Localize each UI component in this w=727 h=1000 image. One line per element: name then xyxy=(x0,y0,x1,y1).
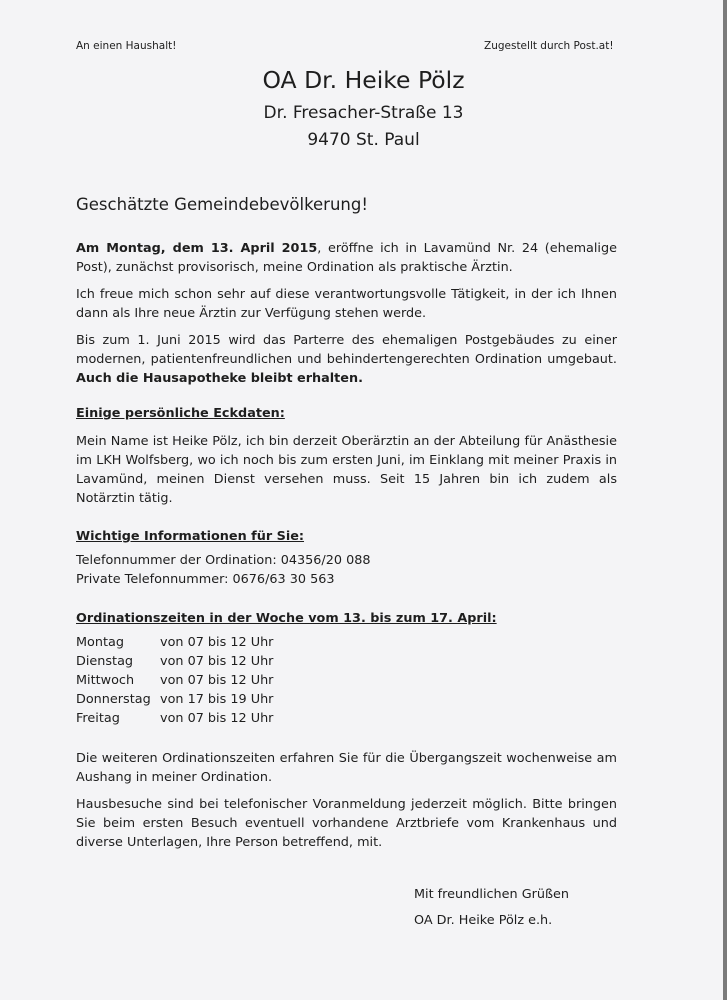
closing-greeting: Mit freundlichen Grüßen xyxy=(414,887,570,902)
hours-row xyxy=(76,709,617,728)
paragraph-further-hours: Die weiteren Ordinationszeiten erfahren Sie für die Übergangszeit wochenweise am Aushang in meiner Ordination. xyxy=(76,751,617,785)
office-phone: Telefonnummer der Ordination: 04356/20 088 xyxy=(76,553,371,568)
scan-edge xyxy=(723,0,727,1000)
renovation-text: Bis zum 1. Juni 2015 wird das Parterre des ehemaligen Postgebäudes zu einer modernen, patientenfreundlichen und behindertengerechten Ordination umgebaut. xyxy=(76,333,617,367)
opening-rest: , eröffne ich in Lavamünd Nr. 24 (ehemalige Post), zunächst provisorisch, meine Ordination als praktische Ärztin. xyxy=(76,241,617,275)
opening-date-bold: Am Montag, dem 13. April 2015 xyxy=(76,241,318,256)
personal-text: Mein Name ist Heike Pölz, ich bin derzeit Oberärztin an der Abteilung für Anästhesie im LKH Wolfsberg, wo ich noch bis zum ersten Juni, im Einklang mit meiner Praxis in Lavamünd, meinen Dienst versehen muss. Seit 15 Jahren bin ich zudem als Notärztin tätig. xyxy=(76,434,617,506)
phone-block xyxy=(76,551,617,589)
info-heading: Wichtige Informationen für Sie: xyxy=(76,529,305,544)
hours-row xyxy=(76,652,617,671)
paragraph-renovation xyxy=(76,331,617,388)
paragraph-opening xyxy=(76,239,617,277)
hours-row xyxy=(76,690,617,709)
hours-time: von 07 bis 12 Uhr xyxy=(160,673,274,688)
doctor-name: OA Dr. Heike Pölz xyxy=(262,66,465,94)
paragraph-looking-forward: Ich freue mich schon sehr auf diese verantwortungsvolle Tätigkeit, in der ich Ihnen dann als Ihre neue Ärztin zur Verfügung stehen werde. xyxy=(76,287,617,321)
signature: OA Dr. Heike Pölz e.h. xyxy=(414,913,553,928)
private-phone: Private Telefonnummer: 0676/63 30 563 xyxy=(76,572,335,587)
hours-day: Montag xyxy=(76,635,124,650)
hours-day: Dienstag xyxy=(76,654,134,669)
hours-day: Mittwoch xyxy=(76,673,135,688)
top-left-note: An einen Haushalt! xyxy=(76,40,177,52)
personal-heading: Einige persönliche Eckdaten: xyxy=(76,406,285,421)
pharmacy-note: Auch die Hausapotheke bleibt erhalten. xyxy=(76,371,363,386)
hours-day: Freitag xyxy=(76,711,120,726)
hours-time: von 07 bis 12 Uhr xyxy=(160,654,274,669)
hours-row xyxy=(76,671,617,690)
top-right-note: Zugestellt durch Post.at! xyxy=(484,40,614,52)
hours-heading: Ordinationszeiten in der Woche vom 13. bis zum 17. April: xyxy=(76,611,497,626)
hours-day: Donnerstag xyxy=(76,692,151,707)
hours-time: von 07 bis 12 Uhr xyxy=(160,635,274,650)
hours-time: von 07 bis 12 Uhr xyxy=(160,711,274,726)
hours-table xyxy=(76,633,617,728)
greeting: Geschätzte Gemeindebevölkerung! xyxy=(76,195,368,214)
paragraph-house-visits: Hausbesuche sind bei telefonischer Voranmeldung jederzeit möglich. Bitte bringen Sie beim ersten Besuch eventuell vorhandene Arztbriefe vom Krankenhaus und diverse Unterlagen, Ihre Person betreffend, mit. xyxy=(76,797,617,850)
doctor-street: Dr. Fresacher-Straße 13 xyxy=(263,103,464,123)
hours-time: von 17 bis 19 Uhr xyxy=(160,692,274,707)
hours-row xyxy=(76,633,617,652)
doctor-city: 9470 St. Paul xyxy=(307,130,420,150)
